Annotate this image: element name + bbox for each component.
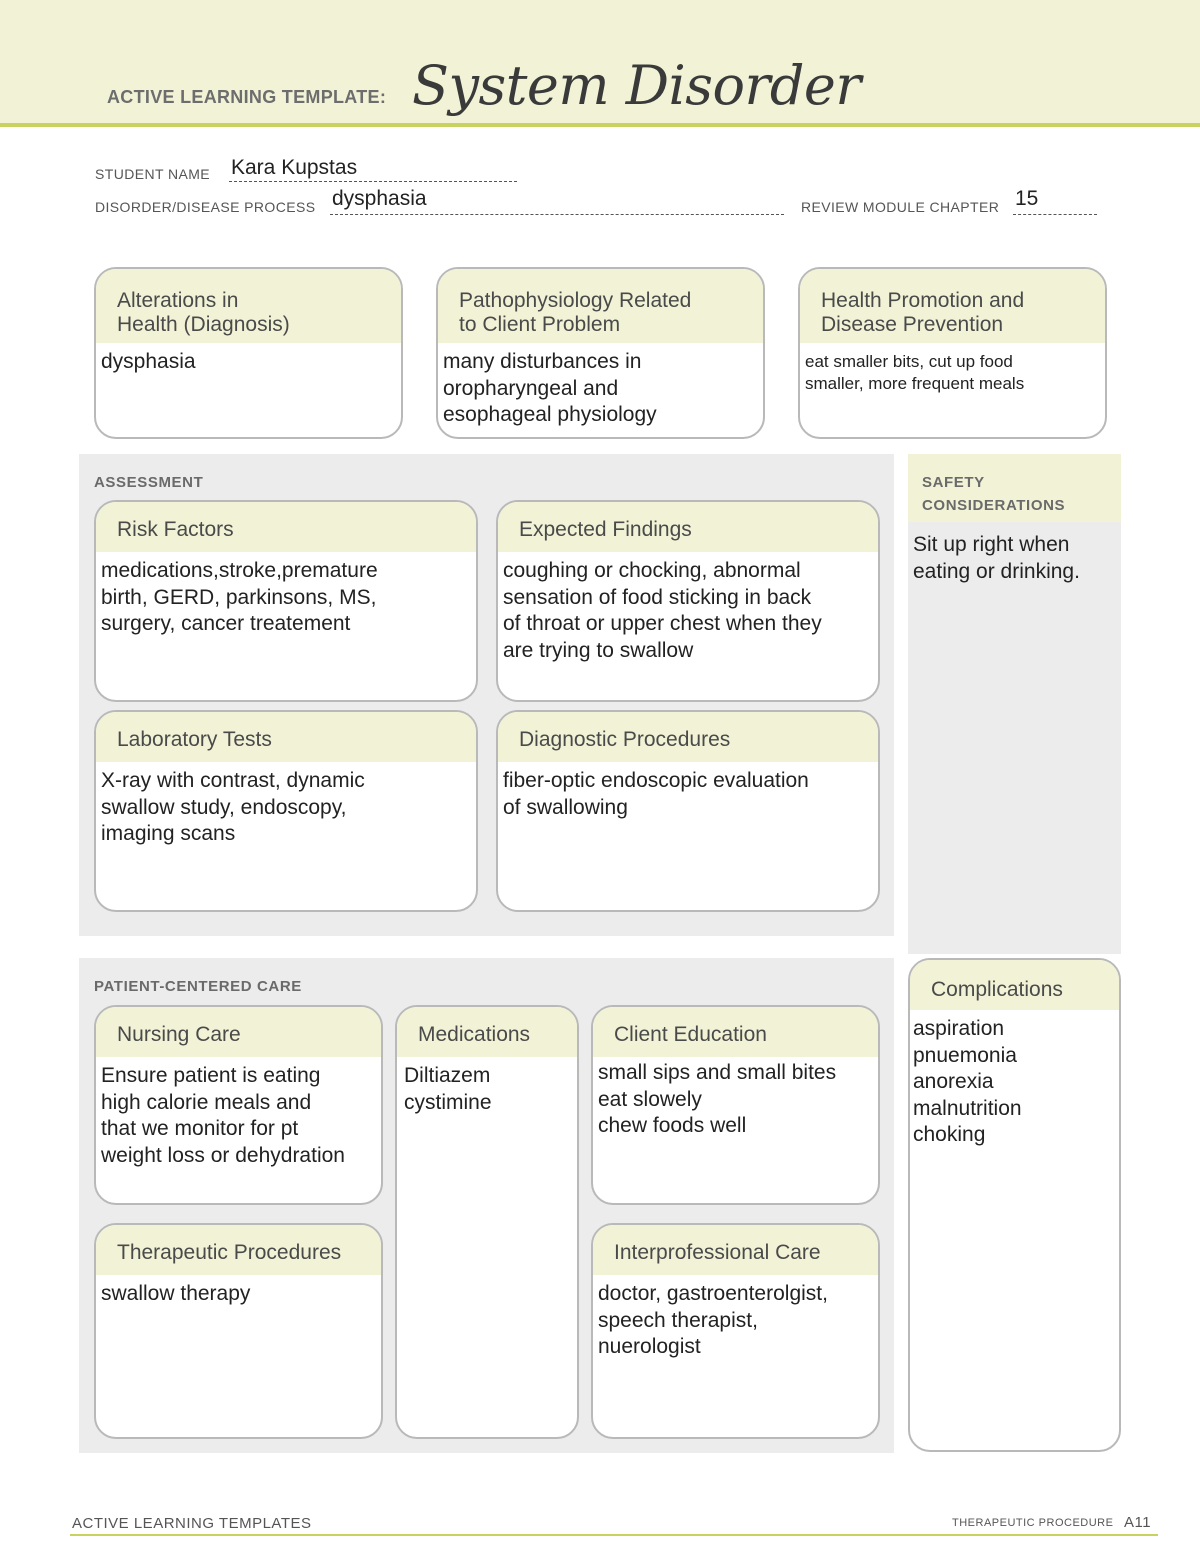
box-title: Complications [910,960,1119,1010]
box-content[interactable]: medications,stroke,premature birth, GERD, parkinsons, MS, surgery, cancer treatement [101,559,378,635]
complications-box [908,958,1121,1452]
box-title: Laboratory Tests [96,712,476,762]
student-name-line [229,181,517,182]
medications-box [395,1005,579,1439]
pathophysiology-box [436,267,765,439]
box-title: Client Education [593,1007,878,1057]
box-content[interactable]: eat smaller bits, cut up food smaller, more frequent meals [805,352,1025,393]
footer-left: ACTIVE LEARNING TEMPLATES [72,1515,312,1532]
box-content[interactable]: coughing or chocking, abnormal sensation of food sticking in back of throat or upper chest when they are trying to swallow [503,559,822,662]
assessment-title: ASSESSMENT [94,474,204,491]
box-title: Diagnostic Procedures [498,712,878,762]
student-name-label: STUDENT NAME [95,166,210,182]
diagnostic-procedures-box [496,710,880,912]
disorder-label: DISORDER/DISEASE PROCESS [95,199,316,215]
safety-content[interactable]: Sit up right when eating or drinking. [913,533,1080,583]
box-content[interactable]: fiber-optic endoscopic evaluation of swallowing [503,769,809,819]
box-content[interactable]: doctor, gastroenterolgist, speech therapist, nuerologist [598,1282,828,1358]
box-content[interactable]: many disturbances in oropharyngeal and esophageal physiology [443,350,657,426]
box-title: Medications [397,1007,577,1057]
box-content[interactable]: Ensure patient is eating high calorie meals and that we monitor for pt weight loss or dehydration [101,1064,345,1167]
health-promotion-box [798,267,1107,439]
box-title: Health Promotion and Disease Prevention [800,269,1105,343]
box-content[interactable]: dysphasia [101,350,196,373]
box-content[interactable]: small sips and small bites eat slowely chew foods well [598,1061,837,1137]
alterations-in-health-box [94,267,403,439]
box-content[interactable]: aspiration pnuemonia anorexia malnutrition choking [913,1017,1022,1146]
box-title: Interprofessional Care [593,1225,878,1275]
interprofessional-care-box [591,1223,880,1439]
patient-care-title: PATIENT-CENTERED CARE [94,978,302,995]
disorder-line [330,214,784,215]
template-label: ACTIVE LEARNING TEMPLATE: [107,87,387,107]
box-content[interactable]: swallow therapy [101,1282,251,1305]
disorder-field[interactable]: dysphasia [332,187,427,210]
box-title: Risk Factors [96,502,476,552]
safety-panel [908,454,1121,954]
chapter-field[interactable]: 15 [1015,187,1039,210]
box-title: Nursing Care [96,1007,381,1057]
risk-factors-box [94,500,478,702]
safety-title-line2: CONSIDERATIONS [922,497,1066,514]
header-divider [0,123,1200,127]
client-education-box [591,1005,880,1205]
nursing-care-box [94,1005,383,1205]
safety-title-line1: SAFETY [922,474,985,491]
laboratory-tests-box [94,710,478,912]
box-content[interactable]: X-ray with contrast, dynamic swallow study, endoscopy, imaging scans [101,769,365,845]
expected-findings-box [496,500,880,702]
chapter-line [1013,214,1097,215]
box-title: Expected Findings [498,502,878,552]
page-number: A11 [1124,1514,1152,1531]
footer-divider [70,1534,1158,1536]
box-content[interactable]: Diltiazem cystimine [404,1064,492,1114]
student-name-field[interactable]: Kara Kupstas [231,156,358,179]
box-title: Therapeutic Procedures [96,1225,381,1275]
box-title: Pathophysiology Related to Client Problem [438,269,763,343]
therapeutic-procedures-box [94,1223,383,1439]
page-title: System Disorder [412,54,861,117]
box-title: Alterations in Health (Diagnosis) [96,269,401,343]
chapter-label: REVIEW MODULE CHAPTER [801,199,1000,215]
footer-procedure-label: THERAPEUTIC PROCEDURE [952,1517,1114,1529]
